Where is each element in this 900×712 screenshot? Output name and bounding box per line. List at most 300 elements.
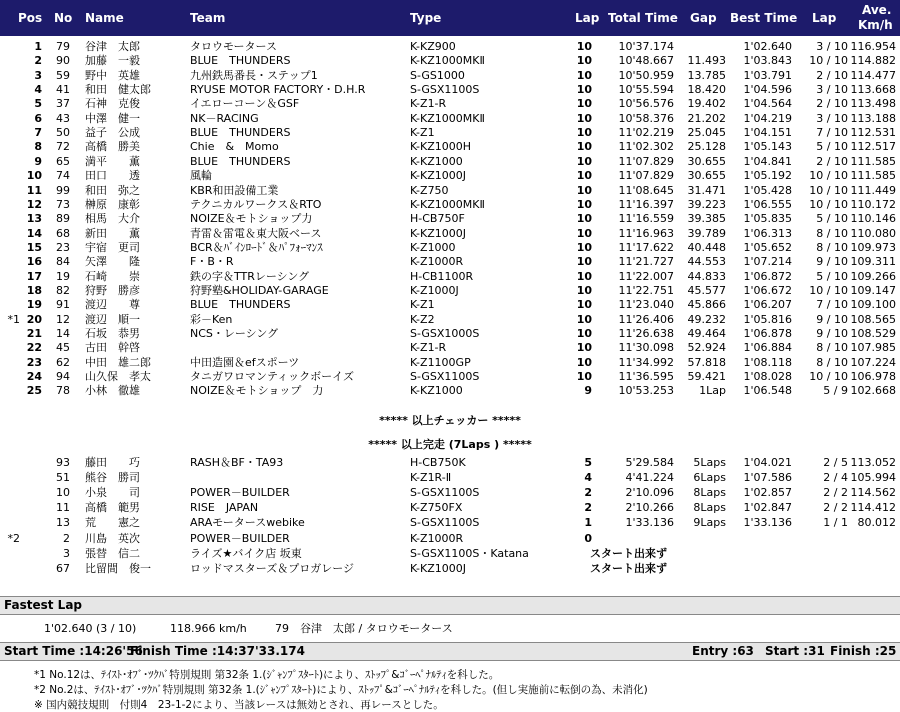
cell-team: BLUE THUNDERS: [190, 154, 291, 168]
cell-ave: 111.449: [850, 183, 896, 197]
start-count: Start :31: [765, 644, 825, 658]
cell-pos: 15: [26, 240, 42, 254]
cell-best-time: 1'02.857: [743, 486, 792, 500]
cell-best-time: 1'05.143: [743, 140, 792, 154]
non-finisher-row: [0, 547, 900, 561]
cell-no: 51: [56, 471, 70, 485]
cell-best-lap: 9 / 10: [816, 327, 848, 340]
cell-pos: 22: [26, 341, 42, 355]
cell-pos: 21: [26, 327, 42, 340]
cell-lap: 0: [584, 531, 592, 545]
non-finisher-row: [0, 456, 900, 470]
cell-best-lap: 2 / 10: [816, 154, 848, 168]
cell-total-time: 10'56.576: [618, 97, 674, 111]
cell-team: ロッドマスターズ＆プロガレージ: [190, 561, 355, 575]
cell-best-time: 1'04.021: [743, 456, 792, 469]
cell-no: 59: [56, 68, 70, 82]
cell-best-lap: 5 / 10: [816, 269, 848, 283]
cell-total-time: 11'16.559: [618, 212, 674, 226]
cell-pos: 14: [26, 226, 42, 240]
cell-ave: 114.882: [850, 54, 896, 68]
cell-name: 渡辺 順一: [85, 312, 140, 326]
result-row: [0, 83, 900, 97]
cell-best-lap: 10 / 10: [809, 370, 848, 384]
cell-no: 14: [56, 327, 70, 340]
cell-best-time: 1'07.214: [743, 255, 792, 269]
cell-ave: 114.412: [850, 501, 896, 515]
cell-team: NCS・レーシング: [190, 327, 279, 340]
cell-lap: 10: [576, 111, 592, 125]
cell-ave: 116.954: [850, 40, 896, 53]
result-row: [0, 169, 900, 183]
cell-no: 93: [56, 456, 70, 469]
cell-no: 73: [56, 197, 70, 211]
cell-total-time: 11'17.622: [618, 240, 674, 254]
result-row: [0, 313, 900, 327]
header-ave: Ave.: [862, 3, 892, 17]
cell-name: 中澤 健一: [85, 111, 140, 125]
cell-type: K-Z1: [410, 126, 435, 140]
cell-best-time: 1'05.192: [743, 169, 792, 183]
cell-total-time: 11'02.219: [618, 126, 674, 140]
cell-type: K-Z1000J: [410, 283, 459, 297]
cell-gap: 52.924: [687, 341, 726, 355]
non-finisher-row: [0, 501, 900, 515]
cell-team: タロウモータース: [190, 40, 278, 53]
cell-best-time: 1'04.596: [743, 83, 792, 97]
cell-ave: 108.565: [850, 312, 896, 326]
cell-gap: 8Laps: [693, 501, 726, 515]
result-row: [0, 140, 900, 154]
cell-best-lap: 2 / 5: [823, 456, 848, 469]
cell-no: 94: [56, 370, 70, 384]
cell-type: K-KZ900: [410, 40, 456, 53]
cell-ave: 102.668: [850, 384, 896, 398]
cell-ave: 112.531: [850, 126, 896, 140]
cell-gap: 59.421: [687, 370, 726, 384]
cell-name: 小林 徹雄: [85, 384, 140, 398]
result-row: [0, 370, 900, 384]
cell-team: ARAモータースwebike: [190, 516, 305, 530]
cell-name: 和田 健太郎: [85, 83, 151, 97]
cell-total-time: 11'07.829: [618, 169, 674, 183]
cell-gap: 9Laps: [693, 516, 726, 530]
result-row: [0, 40, 900, 54]
cell-lap: 9: [584, 384, 592, 398]
cell-type: K-Z1100GP: [410, 355, 471, 369]
cell-best-lap: 9 / 10: [816, 255, 848, 269]
cell-type: K-KZ1000J: [410, 226, 467, 240]
fastest-lap-speed: 118.966 km/h: [170, 622, 247, 635]
cell-best-lap: 8 / 10: [816, 226, 848, 240]
cell-total-time: 4'41.224: [625, 471, 674, 485]
finish-count: Finish :25: [830, 644, 897, 658]
cell-pos: 11: [26, 183, 42, 197]
cell-team: ライズ★バイク店 坂東: [190, 546, 302, 560]
cell-type: H-CB750F: [410, 212, 465, 226]
result-row: [0, 69, 900, 83]
cell-lap: 10: [576, 283, 592, 297]
cell-name: 野中 英雄: [85, 68, 140, 82]
cell-lap: 10: [576, 183, 592, 197]
cell-lap: 10: [576, 255, 592, 269]
cell-ave: 113.052: [850, 456, 896, 469]
cell-team: 狩野塾&HOLIDAY-GARAGE: [190, 283, 329, 297]
cell-name: 宇宿 更司: [85, 240, 140, 254]
cell-best-lap: 1 / 1: [823, 516, 848, 530]
cell-type: S-GSX1100S・Katana: [410, 546, 529, 560]
cell-team: RISE JAPAN: [190, 501, 259, 515]
cell-no: 62: [56, 355, 70, 369]
cell-type: S-GSX1100S: [410, 486, 480, 500]
header-no: No: [54, 11, 73, 25]
cell-best-lap: 7 / 10: [816, 126, 848, 140]
fastest-lap-rider: 谷津 太郎 / タロウモータース: [300, 622, 453, 635]
cell-team: 九州鉄馬番長・ステップ1: [190, 68, 318, 82]
cell-pos: 23: [26, 355, 42, 369]
cell-gap: 21.202: [687, 111, 726, 125]
cell-best-time: 1'04.841: [743, 154, 792, 168]
cell-lap: 10: [576, 40, 592, 53]
cell-no: 84: [56, 255, 70, 269]
cell-gap: 39.385: [687, 212, 726, 226]
non-finisher-row: [0, 516, 900, 530]
cell-no: 91: [56, 298, 70, 312]
note-2: *2 No.2は、ﾃｲｽﾄ･ｵﾌﾞ･ﾂｸﾊﾞ特別規則 第32条 1.(ｼﾞｬﾝﾌﾟｽﾀｰﾄ)により、ｽﾄｯﾌﾟ&ｺﾞｰﾍﾟﾅﾙﾃｨを科した。(但し実施前に転倒の為、未消化): [34, 684, 648, 696]
cell-lap: 2: [584, 486, 592, 500]
cell-name: 益子 公成: [85, 126, 140, 140]
cell-name: 中田 雄二郎: [85, 355, 151, 369]
cell-no: 3: [63, 546, 70, 560]
cell-best-time: 1'06.884: [743, 341, 792, 355]
cell-best-time: 1'04.564: [743, 97, 792, 111]
cell-mark: *1: [7, 312, 20, 326]
cell-lap: 10: [576, 327, 592, 340]
cell-type: S-GSX1100S: [410, 370, 480, 384]
cell-team: 中田造園＆efスポーツ: [190, 355, 300, 369]
cell-pos: 24: [26, 370, 42, 384]
cell-lap: 10: [576, 341, 592, 355]
cell-lap: 10: [576, 68, 592, 82]
cell-team: F・B・R: [190, 255, 234, 269]
header-team: Team: [190, 11, 226, 25]
cell-ave: 110.080: [850, 226, 896, 240]
cell-gap: 18.420: [687, 83, 726, 97]
cell-best-lap: 9 / 10: [816, 312, 848, 326]
cell-best-time: 1'02.847: [743, 501, 792, 515]
result-row: [0, 384, 900, 398]
cell-type: K-KZ1000J: [410, 561, 467, 575]
cell-lap: 10: [576, 140, 592, 154]
cell-lap: 10: [576, 197, 592, 211]
header-best-lap: Lap: [812, 11, 837, 25]
cell-gap: 13.785: [687, 68, 726, 82]
cell-ave: 80.012: [857, 516, 896, 530]
cell-team: 風輪: [190, 169, 212, 183]
cell-name: 川島 英次: [85, 531, 140, 545]
cell-lap: 10: [576, 212, 592, 226]
non-finisher-row: [0, 562, 900, 576]
cell-type: K-Z1-R: [410, 97, 447, 111]
cell-best-time: 1'05.816: [743, 312, 792, 326]
cell-mark: *2: [7, 531, 20, 545]
cell-team: POWER－BUILDER: [190, 486, 290, 500]
cell-pos: 13: [26, 212, 42, 226]
cell-ave: 109.147: [850, 283, 896, 297]
cell-lap: 10: [576, 126, 592, 140]
cell-no: 11: [56, 501, 70, 515]
cell-ave: 109.973: [850, 240, 896, 254]
cell-best-time: 1'04.219: [743, 111, 792, 125]
cell-type: S-GSX1100S: [410, 83, 480, 97]
cell-best-time: 1'05.835: [743, 212, 792, 226]
cell-best-time: 1'03.791: [743, 68, 792, 82]
cell-team: イエローコーン＆GSF: [190, 97, 300, 111]
cell-total-time: 10'37.174: [618, 40, 674, 53]
cell-best-time: 1'07.586: [743, 471, 792, 485]
cell-name: 加藤 一毅: [85, 54, 140, 68]
checker-note: ***** 以上チェッカー *****: [379, 414, 521, 427]
cell-no: 43: [56, 111, 70, 125]
cell-name: 荒 憲之: [85, 516, 140, 530]
cell-best-lap: 2 / 4: [823, 471, 848, 485]
cell-best-lap: 5 / 9: [823, 384, 848, 398]
cell-total-time: 10'53.253: [618, 384, 674, 398]
cell-ave: 109.311: [850, 255, 896, 269]
cell-best-lap: 8 / 10: [816, 341, 848, 355]
cell-best-lap: 10 / 10: [809, 197, 848, 211]
cell-total-time: 11'16.397: [618, 197, 674, 211]
cell-no: 45: [56, 341, 70, 355]
cell-name: 石神 克俊: [85, 97, 140, 111]
cell-pos: 9: [34, 154, 42, 168]
cell-best-lap: 3 / 10: [816, 83, 848, 97]
cell-total-time: 11'34.992: [618, 355, 674, 369]
cell-no: 79: [56, 40, 70, 53]
cell-best-lap: 2 / 10: [816, 68, 848, 82]
result-row: [0, 284, 900, 298]
cell-ave: 106.978: [850, 370, 896, 384]
cell-best-lap: 3 / 10: [816, 40, 848, 53]
cell-team: Chie & Momo: [190, 140, 279, 154]
cell-best-lap: 10 / 10: [809, 183, 848, 197]
result-row: [0, 255, 900, 269]
cell-type: S-GSX1000S: [410, 327, 480, 340]
cell-total-time: 10'50.959: [618, 68, 674, 82]
cell-total-time: 11'23.040: [618, 298, 674, 312]
header-total-time: Total Time: [608, 11, 678, 25]
cell-best-lap: 2 / 2: [823, 486, 848, 500]
cell-name: 狩野 勝彦: [85, 283, 140, 297]
result-row: [0, 341, 900, 355]
cell-team: NK－RACING: [190, 111, 259, 125]
cell-type: K-Z1R-Ⅱ: [410, 471, 452, 485]
non-finisher-row: [0, 532, 900, 546]
cell-pos: 20: [26, 312, 42, 326]
cell-ave: 110.172: [850, 197, 896, 211]
note-1: *1 No.12は、ﾃｲｽﾄ･ｵﾌﾞ･ﾂｸﾊﾞ特別規則 第32条 1.(ｼﾞｬﾝﾌﾟｽﾀｰﾄ)により、ｽﾄｯﾌﾟ&ｺﾞｰﾍﾟﾅﾙﾃｨを科した。: [34, 669, 500, 681]
cell-no: 37: [56, 97, 70, 111]
cell-pos: 4: [34, 83, 42, 97]
cell-best-lap: 8 / 10: [816, 240, 848, 254]
cell-no: 23: [56, 240, 70, 254]
cell-best-time: 1'02.640: [743, 40, 792, 53]
cell-gap: 44.553: [687, 255, 726, 269]
cell-best-lap: 10 / 10: [809, 283, 848, 297]
cell-gap: 11.493: [687, 54, 726, 68]
cell-best-time: 1'33.136: [743, 516, 792, 530]
cell-best-time: 1'08.118: [743, 355, 792, 369]
cell-name: 相馬 大介: [85, 212, 140, 226]
non-finisher-row: [0, 471, 900, 485]
cell-type: H-CB750K: [410, 456, 466, 469]
cell-team: RASH＆BF・TA93: [190, 456, 284, 469]
cell-pos: 10: [26, 169, 42, 183]
cell-type: K-KZ1000MKⅡ: [410, 111, 485, 125]
header-type: Type: [410, 11, 442, 25]
cell-type: K-KZ1000: [410, 154, 463, 168]
cell-no: 78: [56, 384, 70, 398]
cell-name: 小泉 司: [85, 486, 140, 500]
cell-total-time: 11'21.727: [618, 255, 674, 269]
cell-best-time: 1'06.878: [743, 327, 792, 340]
cell-best-time: 1'06.672: [743, 283, 792, 297]
cell-best-lap: 8 / 10: [816, 355, 848, 369]
cell-total-time: 11'22.751: [618, 283, 674, 297]
cell-pos: 2: [34, 54, 42, 68]
cell-type: H-CB1100R: [410, 269, 474, 283]
cell-gap: 31.471: [687, 183, 726, 197]
cell-best-lap: 10 / 10: [809, 169, 848, 183]
cell-team: 鉄の字＆TTRレーシング: [190, 269, 310, 283]
cell-total-time: 11'36.595: [618, 370, 674, 384]
cell-lap: 10: [576, 54, 592, 68]
cell-team: RYUSE MOTOR FACTORY・D.H.R: [190, 83, 366, 97]
cell-gap: 8Laps: [693, 486, 726, 500]
cell-best-lap: 10 / 10: [809, 54, 848, 68]
cell-total-time: 11'02.302: [618, 140, 674, 154]
cell-name: 熊谷 勝司: [85, 471, 140, 485]
result-row: [0, 97, 900, 111]
cell-team: 青雷＆雷電＆東大阪ベース: [190, 226, 322, 240]
cell-best-lap: 3 / 10: [816, 111, 848, 125]
cell-ave: 105.994: [850, 471, 896, 485]
cell-name: 和田 弥之: [85, 183, 140, 197]
cell-gap: 19.402: [687, 97, 726, 111]
cell-team: NOIZE＆モトショップ力: [190, 212, 313, 226]
cell-best-time: 1'06.548: [743, 384, 792, 398]
cell-pos: 8: [34, 140, 42, 154]
table-header: [0, 0, 900, 36]
cell-name: 比留間 俊一: [85, 561, 151, 575]
cell-name: 張替 信二: [85, 546, 140, 560]
cell-lap: 10: [576, 240, 592, 254]
cell-team: タニガワロマンティックボーイズ: [190, 370, 355, 384]
cell-gap: 39.223: [687, 197, 726, 211]
entry-count: Entry :63: [692, 644, 754, 658]
cell-no: 19: [56, 269, 70, 283]
cell-gap: 49.464: [687, 327, 726, 340]
cell-type: K-Z1000R: [410, 531, 464, 545]
cell-no: 10: [56, 486, 70, 500]
result-row: [0, 270, 900, 284]
cell-total-time: 11'26.638: [618, 327, 674, 340]
cell-name: 高橋 勝美: [85, 140, 140, 154]
cell-name: 石坂 恭男: [85, 327, 140, 340]
result-row: [0, 126, 900, 140]
summary-bar: [0, 642, 900, 661]
result-row: [0, 112, 900, 126]
cell-best-time: 1'06.207: [743, 298, 792, 312]
cell-name: 藤田 巧: [85, 456, 140, 469]
cell-pos: 6: [34, 111, 42, 125]
cell-total-time: 11'26.406: [618, 312, 674, 326]
cell-pos: 5: [34, 97, 42, 111]
finish-time: Finish Time :14:37'33.174: [130, 644, 305, 658]
cell-pos: 12: [26, 197, 42, 211]
cell-name: 新田 薫: [85, 226, 140, 240]
cell-pos: 19: [26, 298, 42, 312]
cell-best-time: 1'08.028: [743, 370, 792, 384]
cell-lap: 2: [584, 501, 592, 515]
cell-total-time: 11'22.007: [618, 269, 674, 283]
cell-type: K-Z1000: [410, 240, 456, 254]
cell-ave: 109.100: [850, 298, 896, 312]
cell-gap: 1Lap: [699, 384, 726, 398]
result-row: [0, 54, 900, 68]
cell-ave: 110.146: [850, 212, 896, 226]
cell-gap: 30.655: [687, 169, 726, 183]
cell-best-time: 1'06.555: [743, 197, 792, 211]
cell-ave: 109.266: [850, 269, 896, 283]
cell-lap: 10: [576, 298, 592, 312]
cell-no: 68: [56, 226, 70, 240]
cell-total-time: 11'16.963: [618, 226, 674, 240]
cell-gap: 39.789: [687, 226, 726, 240]
cell-total-time: 10'58.376: [618, 111, 674, 125]
cell-pos: 3: [34, 68, 42, 82]
header-pos: Pos: [18, 11, 43, 25]
cell-gap: 44.833: [687, 269, 726, 283]
cell-ave: 114.562: [850, 486, 896, 500]
cell-lap: 10: [576, 312, 592, 326]
cell-best-lap: 5 / 10: [816, 140, 848, 154]
cell-lap: 10: [576, 169, 592, 183]
header-name: Name: [85, 11, 124, 25]
cell-gap: 45.577: [687, 283, 726, 297]
cell-type: S-GSX1100S: [410, 516, 480, 530]
cell-no: 2: [63, 531, 70, 545]
cell-no: 74: [56, 169, 70, 183]
cell-name: 高橋 範男: [85, 501, 140, 515]
cell-no: 12: [56, 312, 70, 326]
cell-no: 41: [56, 83, 70, 97]
cell-gap: 30.655: [687, 154, 726, 168]
fastest-lap-title: Fastest Lap: [4, 598, 82, 612]
header-gap: Gap: [690, 11, 717, 25]
cell-team: BLUE THUNDERS: [190, 298, 291, 312]
cell-gap: 40.448: [687, 240, 726, 254]
cell-lap: 10: [576, 154, 592, 168]
cell-pos: 25: [26, 384, 42, 398]
cell-ave: 112.517: [850, 140, 896, 154]
cell-name: 石崎 崇: [85, 269, 140, 283]
non-finisher-row: [0, 486, 900, 500]
cell-pos: 16: [26, 255, 42, 269]
result-row: [0, 212, 900, 226]
cell-total-time: 11'30.098: [618, 341, 674, 355]
cell-no: 67: [56, 561, 70, 575]
